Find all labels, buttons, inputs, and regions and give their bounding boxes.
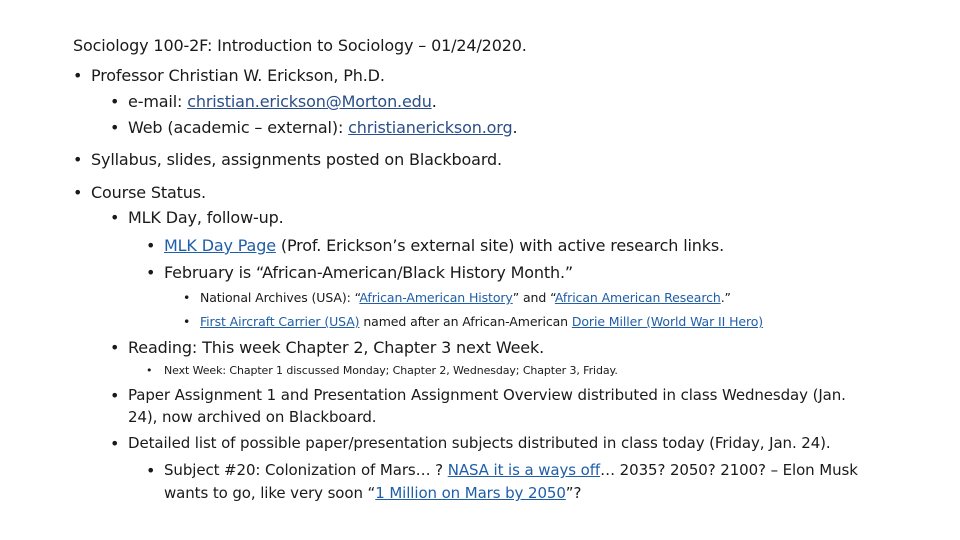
wants-to-go-line xyxy=(164,484,581,503)
bullet-marker: • xyxy=(146,364,153,377)
bullet-marker: • xyxy=(110,434,120,453)
bullet-marker: • xyxy=(110,338,120,357)
syllabus-note: Syllabus, slides, assignments posted on Blackboard. xyxy=(91,150,502,169)
course-status-heading: Course Status. xyxy=(91,183,206,202)
archives-middle: ” and “ xyxy=(512,290,555,305)
bullet-marker: • xyxy=(183,290,191,305)
detailed-list-note: Detailed list of possible paper/presentation subjects distributed in class today (Friday, Jan. 24). xyxy=(128,434,831,452)
bullet-marker: • xyxy=(110,118,120,137)
email-link[interactable]: christian.erickson@Morton.edu xyxy=(187,92,432,111)
bullet-marker: • xyxy=(73,66,83,85)
page-title: Sociology 100-2F: Introduction to Sociology – 01/24/2020. xyxy=(73,36,527,55)
professor-name: Professor Christian W. Erickson, Ph.D. xyxy=(91,66,385,85)
nasa-link[interactable]: NASA it is a ways off xyxy=(447,461,601,479)
paper-assignment-line2: 24), now archived on Blackboard. xyxy=(128,408,377,426)
archives-suffix: .” xyxy=(720,290,731,305)
mlk-followup: MLK Day, follow-up. xyxy=(128,208,284,227)
web-label: Web (academic – external): xyxy=(128,118,349,137)
bullet-marker: • xyxy=(110,386,120,405)
website-link[interactable]: christianerickson.org xyxy=(348,118,513,137)
wants-suffix: ”? xyxy=(565,484,582,502)
email-label: e-mail: xyxy=(128,92,188,111)
wants-label: wants to go, like very soon “ xyxy=(164,484,376,502)
archives-label: National Archives (USA): “ xyxy=(200,290,360,305)
mlk-page-desc: (Prof. Erickson’s external site) with active research links. xyxy=(275,236,725,255)
african-american-history-link[interactable]: African-American History xyxy=(359,290,513,305)
bullet-marker: • xyxy=(110,92,120,111)
bullet-marker: • xyxy=(110,208,120,227)
subject-20-suffix: … 2035? 2050? 2100? – Elon Musk xyxy=(600,461,858,479)
million-on-mars-link[interactable]: 1 Million on Mars by 2050 xyxy=(375,484,566,502)
archives-line xyxy=(200,290,731,306)
african-american-research-link[interactable]: African American Research xyxy=(554,290,721,305)
february-note: February is “African-American/Black History Month.” xyxy=(164,263,574,282)
reading-note: Reading: This week Chapter 2, Chapter 3 next Week. xyxy=(128,338,545,357)
carrier-middle: named after an African-American xyxy=(359,314,572,329)
web-line xyxy=(128,118,517,138)
bullet-marker: • xyxy=(183,314,191,329)
dorie-miller-link[interactable]: Dorie Miller (World War II Hero) xyxy=(571,314,764,329)
email-suffix: . xyxy=(431,92,437,111)
carrier-line xyxy=(200,314,763,330)
mlk-page-line xyxy=(164,236,724,256)
bullet-marker: • xyxy=(73,150,83,169)
bullet-marker: • xyxy=(73,183,83,202)
next-week-schedule: Next Week: Chapter 1 discussed Monday; Chapter 2, Wednesday; Chapter 3, Friday. xyxy=(164,364,618,377)
bullet-marker: • xyxy=(146,461,156,480)
first-aircraft-carrier-link[interactable]: First Aircraft Carrier (USA) xyxy=(200,314,360,329)
bullet-marker: • xyxy=(146,236,156,255)
web-suffix: . xyxy=(512,118,518,137)
mlk-day-page-link[interactable]: MLK Day Page xyxy=(164,236,276,255)
subject-20-label: Subject #20: Colonization of Mars… ? xyxy=(164,461,448,479)
email-line xyxy=(128,92,437,112)
paper-assignment-line1: Paper Assignment 1 and Presentation Assignment Overview distributed in class Wednesday (Jan. xyxy=(128,386,846,404)
bullet-marker: • xyxy=(146,263,156,282)
subject-20-line xyxy=(164,461,858,480)
